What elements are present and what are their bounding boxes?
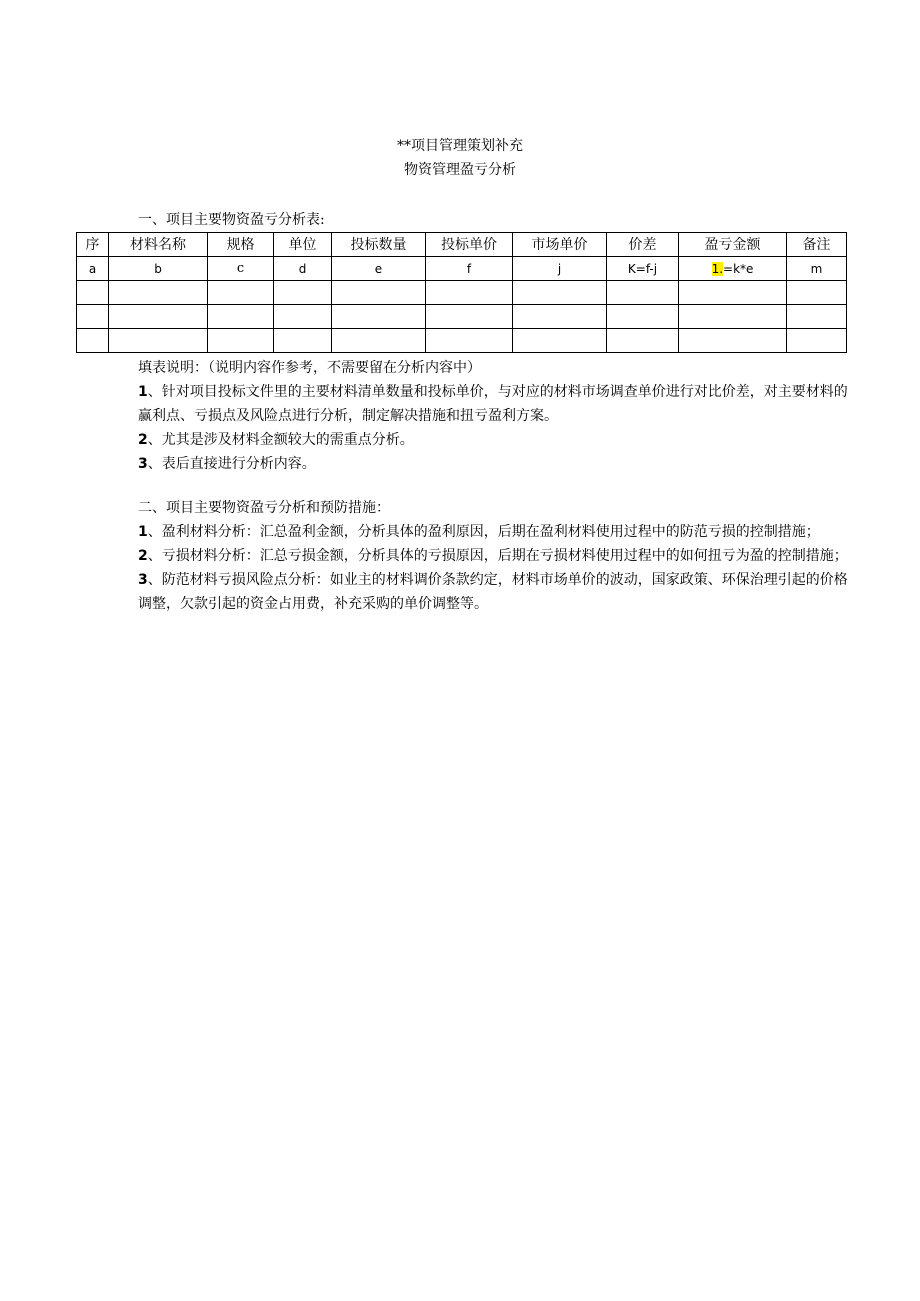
- highlighted-text: 1.: [711, 261, 724, 276]
- table-header-row: [77, 233, 847, 257]
- section2-item: [138, 520, 850, 544]
- table-cell[interactable]: [109, 281, 208, 305]
- table-cell[interactable]: [679, 329, 787, 353]
- table-cell[interactable]: [426, 281, 513, 305]
- item-number: 3: [138, 456, 148, 472]
- table-header-cell: 投标单价: [426, 233, 513, 257]
- section1-heading: 一、项目主要物资盈亏分析表:: [138, 212, 325, 228]
- table-cell[interactable]: [274, 329, 332, 353]
- table-cell[interactable]: [208, 281, 274, 305]
- item-text: 、表后直接进行分析内容。: [147, 456, 316, 472]
- fill-note-item: [138, 380, 850, 428]
- table-cell[interactable]: [513, 281, 607, 305]
- table-code-cell: c: [208, 257, 274, 281]
- table-code-row: [77, 257, 847, 281]
- table-header-cell: 单位: [274, 233, 332, 257]
- table-cell[interactable]: [607, 329, 679, 353]
- table-cell[interactable]: [332, 281, 426, 305]
- section2-item: [138, 568, 850, 616]
- section2-heading: 二、项目主要物资盈亏分析和预防措施：: [138, 500, 390, 516]
- table-row-empty: [77, 329, 847, 353]
- item-text: 、亏损材料分析：汇总亏损金额，分析具体的亏损原因，后期在亏损材料使用过程中的如何扭亏为盈的控制措施；: [147, 548, 848, 564]
- table-cell[interactable]: [109, 305, 208, 329]
- item-text: 、防范材料亏损风险点分析：如业主的材料调价条款约定，材料市场单价的波动，国家政策、环保治理引起的价格调整，欠款引起的资金占用费，补充采购的单价调整等。: [138, 572, 848, 612]
- table-header-cell: 市场单价: [513, 233, 607, 257]
- item-text: 、盈利材料分析：汇总盈利金额，分析具体的盈利原因，后期在盈利材料使用过程中的防范亏损的控制措施；: [147, 524, 820, 540]
- table-cell[interactable]: [787, 329, 847, 353]
- table-cell[interactable]: [607, 305, 679, 329]
- table-header-cell: 规格: [208, 233, 274, 257]
- item-number: 1: [138, 524, 148, 540]
- table-cell[interactable]: [208, 329, 274, 353]
- table-header-cell: 盈亏金额: [679, 233, 787, 257]
- table-cell[interactable]: [787, 305, 847, 329]
- table-cell[interactable]: [208, 305, 274, 329]
- section2-item: [138, 544, 850, 568]
- table-code-cell: j: [513, 257, 607, 281]
- item-number: 2: [138, 432, 148, 448]
- table-cell[interactable]: [274, 281, 332, 305]
- document-subtitle: 物资管理盈亏分析: [404, 162, 516, 178]
- formula-text: =k*e: [723, 261, 754, 276]
- table-header-cell: 备注: [787, 233, 847, 257]
- table-cell[interactable]: [109, 329, 208, 353]
- table-cell[interactable]: [679, 281, 787, 305]
- item-number: 1: [138, 384, 148, 400]
- table-cell[interactable]: [77, 329, 109, 353]
- table-cell[interactable]: [513, 305, 607, 329]
- fill-note-item: [138, 428, 850, 452]
- table-cell[interactable]: [787, 281, 847, 305]
- table-cell[interactable]: [607, 281, 679, 305]
- table-code-cell: K=f-j: [607, 257, 679, 281]
- table-code-cell: f: [426, 257, 513, 281]
- table-code-cell: e: [332, 257, 426, 281]
- table-header-cell: 价差: [607, 233, 679, 257]
- document-title: **项目管理策划补充: [397, 138, 523, 154]
- table-cell[interactable]: [332, 329, 426, 353]
- table-header-cell: 投标数量: [332, 233, 426, 257]
- table-cell[interactable]: [77, 281, 109, 305]
- fill-note-list: [138, 380, 850, 476]
- table-code-cell: b: [109, 257, 208, 281]
- table-code-cell-profit: [679, 257, 787, 281]
- table-code-cell: d: [274, 257, 332, 281]
- item-text: 、针对项目投标文件里的主要材料清单数量和投标单价，与对应的材料市场调查单价进行对比价差，对主要材料的赢利点、亏损点及风险点进行分析，制定解决措施和扭亏盈利方案。: [138, 384, 848, 424]
- item-number: 3: [138, 572, 148, 588]
- table-code-cell: m: [787, 257, 847, 281]
- item-text: 、尤其是涉及材料金额较大的需重点分析。: [147, 432, 414, 448]
- section2-list: [138, 520, 850, 616]
- table-row-empty: [77, 281, 847, 305]
- fill-note-heading: 填表说明：（说明内容作参考，不需要留在分析内容中）: [138, 360, 481, 376]
- table-cell[interactable]: [426, 305, 513, 329]
- table-cell[interactable]: [513, 329, 607, 353]
- table-cell[interactable]: [77, 305, 109, 329]
- table-header-cell: 材料名称: [109, 233, 208, 257]
- table-cell[interactable]: [679, 305, 787, 329]
- table-row-empty: [77, 305, 847, 329]
- table-cell[interactable]: [332, 305, 426, 329]
- table-header-cell: 序: [77, 233, 109, 257]
- fill-note-item: [138, 452, 850, 476]
- table-cell[interactable]: [426, 329, 513, 353]
- material-analysis-table: [76, 232, 847, 353]
- table-code-cell: a: [77, 257, 109, 281]
- table-cell[interactable]: [274, 305, 332, 329]
- item-number: 2: [138, 548, 148, 564]
